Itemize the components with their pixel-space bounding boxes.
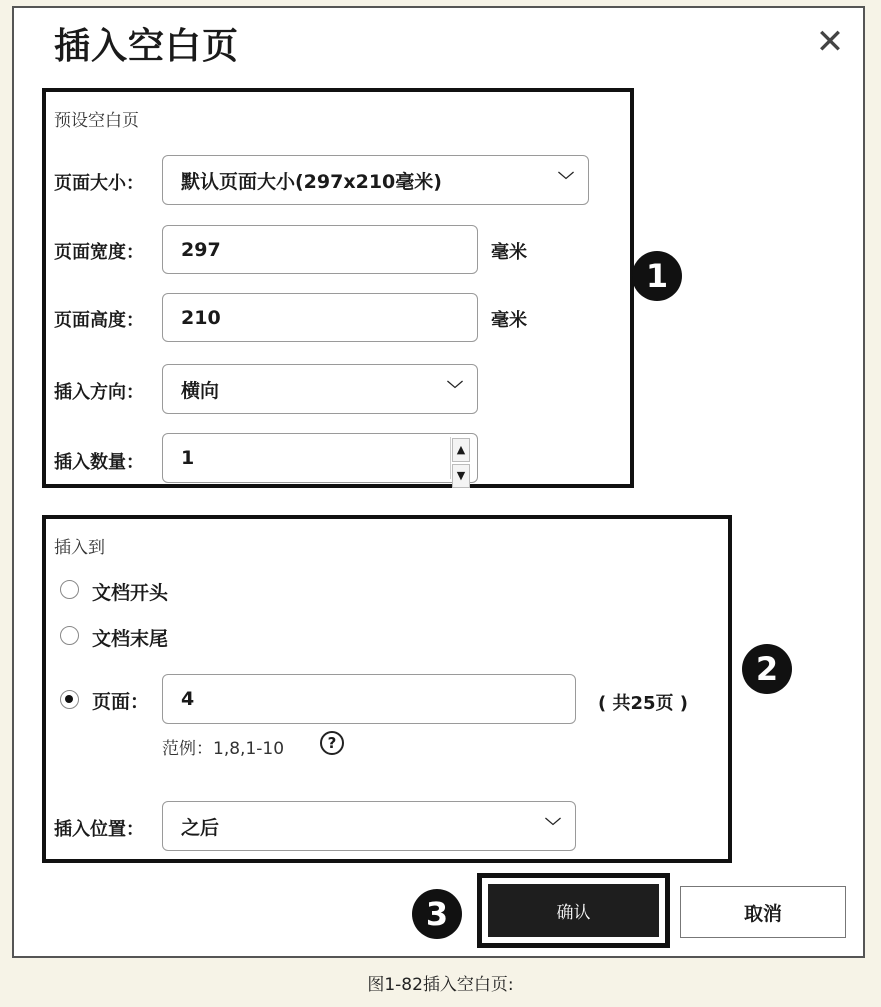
ok-button[interactable]: 确认 [488,884,659,937]
orientation-value: 横向 [181,379,220,402]
page-example-hint: 范例：1,8,1-10 [162,739,285,759]
page-height-label: 页面高度： [54,310,144,331]
arrow-up-icon[interactable]: ▲ [452,438,470,462]
radio-doc-end-label: 文档末尾 [92,628,169,650]
annotation-badge-3: 3 [412,889,462,939]
page-size-select[interactable] [162,155,589,205]
preset-group-box [42,88,634,488]
page-number-value: 4 [181,688,195,710]
page-height-input[interactable] [162,293,478,342]
radio-doc-start[interactable] [60,580,79,599]
page-width-value: 297 [181,238,221,261]
count-input[interactable] [162,433,478,483]
preset-group-label: 预设空白页 [54,111,139,131]
position-value: 之后 [181,816,220,839]
radio-doc-start-label: 文档开头 [92,582,169,604]
page-width-unit: 毫米 [491,242,527,263]
annotation-badge-1: 1 [632,251,682,301]
dialog-title: 插入空白页 [54,26,240,67]
insert-to-group-box [42,515,732,863]
annotation-badge-2: 2 [742,644,792,694]
position-select[interactable] [162,801,576,851]
ok-button-highlight [477,873,670,948]
insert-to-group-label: 插入到 [54,538,105,558]
cancel-button[interactable]: 取消 [680,886,846,938]
chevron-down-icon: ﹀ [557,170,574,190]
help-icon[interactable]: ? [320,731,344,755]
close-icon[interactable]: ✕ [815,22,845,62]
orientation-select[interactable] [162,364,478,414]
page-number-input[interactable] [162,674,576,724]
position-label: 插入位置： [54,819,144,840]
page-size-label: 页面大小： [54,173,144,194]
total-pages-text: ( 共25页 ) [598,693,689,714]
count-value: 1 [181,447,195,469]
arrow-down-icon[interactable]: ▼ [452,464,470,488]
figure-caption: 图1-82插入空白页: [367,975,514,995]
insert-blank-page-dialog [12,6,865,958]
page-height-unit: 毫米 [491,310,527,331]
count-label: 插入数量： [54,452,144,473]
chevron-down-icon: ﹀ [446,379,463,399]
count-stepper [450,437,471,482]
radio-page-label: 页面： [92,691,150,713]
page-size-value: 默认页面大小(297x210毫米) [181,170,442,193]
radio-page[interactable] [60,690,79,709]
orientation-label: 插入方向： [54,382,144,403]
chevron-down-icon: ﹀ [544,816,561,836]
page-width-label: 页面宽度： [54,242,144,263]
page-height-value: 210 [181,306,221,329]
page-width-input[interactable] [162,225,478,274]
radio-doc-end[interactable] [60,626,79,645]
